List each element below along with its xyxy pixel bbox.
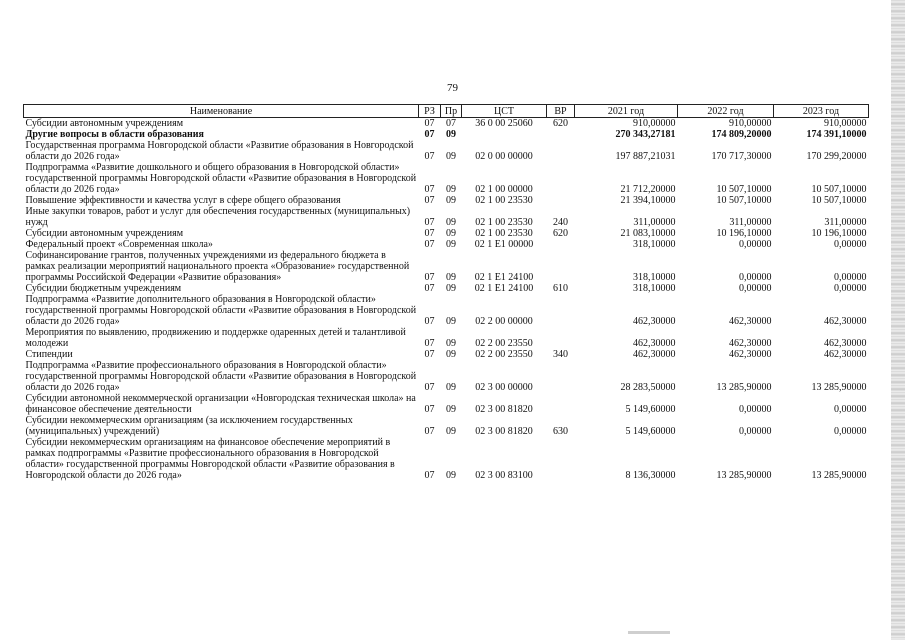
cell-2021: 270 343,27181 [615,129,676,140]
scan-edge [891,0,905,640]
table-row [24,415,869,437]
cell-pr: 09 [446,129,456,140]
cell-name: Повышение эффективности и качества услуг в сфере общего образования [25,195,341,206]
column-header-vr: ВР [547,105,575,118]
cell-2021: 318,10000 [633,239,676,250]
cell-vr: 620 [553,228,568,239]
cell-pr: 09 [446,239,456,250]
cell-vr: 620 [553,118,568,129]
column-header-2022: 2022 год [678,105,774,118]
cell-cst: 02 3 00 81820 [475,404,533,415]
cell-rz: 07 [424,184,435,195]
cell-vr [547,360,575,393]
cell-cst: 02 1 E1 24100 [474,272,534,283]
cell-name: Софинансирование грантов, полученных учреждениями из федерального бюджета в рамках реализации мероприятий национального проекта «Образование» государственной программы Российской Федерации «Развитие образования» [25,250,410,283]
cell-2021: 5 149,60000 [625,404,676,415]
cell-2021: 21 083,10000 [620,228,676,239]
cell-rz: 07 [424,217,435,228]
cell-2023: 174 391,10000 [806,129,867,140]
table-row [24,437,869,481]
cell-rz: 07 [424,151,435,162]
cell-2022: 10 507,10000 [716,195,772,206]
cell-name: Субсидии автономным учреждениям [25,228,184,239]
cell-name: Иные закупки товаров, работ и услуг для обеспечения государственных (муниципальных) нужд [25,206,411,228]
cell-rz: 07 [424,228,435,239]
cell-cst: 02 1 00 23530 [475,228,533,239]
cell-2022: 174 809,20000 [711,129,772,140]
cell-rz: 07 [424,426,435,437]
cell-rz: 07 [424,283,435,294]
cell-vr [547,250,575,283]
table-row [24,349,869,360]
cell-pr: 07 [446,118,456,129]
cell-pr: 09 [446,426,456,437]
cell-2021: 318,10000 [633,272,676,283]
cell-cst: 02 2 00 00000 [475,316,533,327]
cell-vr [547,162,575,195]
cell-vr [547,195,575,206]
cell-2023: 0,00000 [834,426,867,437]
cell-vr [547,294,575,327]
cell-2022: 311,00000 [729,217,772,228]
cell-vr [547,239,575,250]
table-body [24,118,869,482]
cell-2022: 10 507,10000 [716,184,772,195]
cell-vr: 630 [553,426,568,437]
cell-2023: 462,30000 [824,316,867,327]
cell-cst: 02 1 E1 24100 [474,283,534,294]
table-row [24,250,869,283]
cell-2023: 311,00000 [824,217,867,228]
cell-name: Государственная программа Новгородской области «Развитие образования в Новгородской области до 2026 года» [25,140,414,162]
cell-pr: 09 [446,382,456,393]
cell-2022: 170 717,30000 [711,151,772,162]
table-row [24,294,869,327]
cell-name: Субсидии автономной некоммерческой организации «Новгородская техническая школа» на финансовое обеспечение деятельности [25,393,416,415]
cell-vr [547,437,575,481]
cell-rz: 07 [424,129,435,140]
cell-vr [547,327,575,349]
cell-cst: 02 2 00 23550 [475,349,533,360]
cell-2023: 0,00000 [834,239,867,250]
cell-rz: 07 [424,316,435,327]
cell-name: Подпрограмма «Развитие профессионального образования в Новгородской области» государственной программы Новгородской области «Развитие образования в Новгородской области до 2026 года» [25,360,417,393]
cell-rz: 07 [424,239,435,250]
cell-2021: 8 136,30000 [625,470,676,481]
cell-2022: 0,00000 [739,283,772,294]
cell-2023: 10 507,10000 [811,195,867,206]
cell-2023: 13 285,90000 [811,470,867,481]
table-row [24,393,869,415]
cell-2021: 462,30000 [633,338,676,349]
cell-name: Мероприятия по выявлению, продвижению и поддержке одаренных детей и талантливой молодежи [25,327,406,349]
cell-2023: 462,30000 [824,338,867,349]
cell-2022: 462,30000 [729,349,772,360]
cell-2022: 0,00000 [739,404,772,415]
cell-cst: 02 2 00 23550 [475,338,533,349]
cell-pr: 09 [446,404,456,415]
cell-pr: 09 [446,316,456,327]
cell-rz: 07 [424,382,435,393]
cell-2021: 462,30000 [633,316,676,327]
cell-name: Федеральный проект «Современная школа» [25,239,213,250]
cell-name: Субсидии некоммерческим организациям на финансовое обеспечение мероприятий в рамках подпрограммы «Развитие профессионального образования в Новгородской области» государственной программы Новгородской области «Развитие образования в Новгородской области до 2026 года» [25,437,395,481]
cell-cst: 02 3 00 83100 [475,470,533,481]
cell-2022: 13 285,90000 [716,470,772,481]
column-header-rz: РЗ [419,105,441,118]
cell-name: Другие вопросы в области образования [25,129,204,140]
cell-2023: 170 299,20000 [806,151,867,162]
cell-2022: 0,00000 [739,272,772,283]
cell-rz: 07 [424,272,435,283]
cell-rz: 07 [424,349,435,360]
column-header-cst: ЦСТ [462,105,547,118]
column-header-2023: 2023 год [774,105,869,118]
table-row [24,206,869,228]
cell-cst: 02 0 00 00000 [475,151,533,162]
cell-2023: 910,00000 [824,118,867,129]
cell-2023: 462,30000 [824,349,867,360]
cell-vr: 240 [553,217,568,228]
budget-table [23,104,869,481]
cell-cst: 02 1 00 23530 [475,217,533,228]
cell-2022: 462,30000 [729,338,772,349]
table-row [24,283,869,294]
cell-2023: 0,00000 [834,404,867,415]
cell-pr: 09 [446,228,456,239]
table-row [24,239,869,250]
cell-pr: 09 [446,272,456,283]
cell-2021: 21 394,10000 [620,195,676,206]
column-header-name: Наименование [24,105,419,118]
cell-2021: 28 283,50000 [620,382,676,393]
cell-pr: 09 [446,184,456,195]
cell-2022: 462,30000 [729,316,772,327]
cell-2021: 462,30000 [633,349,676,360]
cell-cst: 02 1 00 00000 [475,184,533,195]
cell-pr: 09 [446,217,456,228]
scan-mark [628,631,670,634]
cell-2022: 0,00000 [739,426,772,437]
cell-name: Стипендии [25,349,73,360]
cell-2022: 0,00000 [739,239,772,250]
cell-2022: 13 285,90000 [716,382,772,393]
cell-pr: 09 [446,151,456,162]
table-row [24,360,869,393]
cell-2022: 10 196,10000 [716,228,772,239]
table-row [24,228,869,239]
cell-rz: 07 [424,338,435,349]
cell-vr [547,140,575,162]
cell-rz: 07 [424,195,435,206]
cell-2021: 197 887,21031 [615,151,676,162]
cell-2023: 0,00000 [834,283,867,294]
table-row [24,162,869,195]
cell-2021: 318,10000 [633,283,676,294]
cell-name: Субсидии некоммерческим организациям (за исключением государственных (муниципальных) учреждений) [25,415,353,437]
cell-pr: 09 [446,349,456,360]
cell-cst: 02 3 00 00000 [475,382,533,393]
cell-name: Субсидии автономным учреждениям [25,118,184,129]
cell-2021: 311,00000 [633,217,676,228]
cell-2023: 10 196,10000 [811,228,867,239]
cell-pr: 09 [446,283,456,294]
cell-2022: 910,00000 [729,118,772,129]
cell-cst: 02 3 00 81820 [475,426,533,437]
cell-rz: 07 [424,470,435,481]
cell-name: Субсидии бюджетным учреждениям [25,283,182,294]
table-row [24,118,869,130]
cell-vr [547,393,575,415]
cell-pr: 09 [446,470,456,481]
table-header-row [24,105,869,118]
cell-vr: 340 [553,349,568,360]
cell-2023: 10 507,10000 [811,184,867,195]
cell-pr: 09 [446,338,456,349]
cell-vr: 610 [553,283,568,294]
cell-2021: 21 712,20000 [620,184,676,195]
cell-vr [547,129,575,140]
table-row [24,195,869,206]
cell-2021: 5 149,60000 [625,426,676,437]
cell-pr: 09 [446,195,456,206]
cell-cst: 36 0 00 25060 [475,118,533,129]
cell-rz: 07 [424,404,435,415]
table-row [24,140,869,162]
table-row [24,327,869,349]
cell-cst [462,129,547,140]
cell-2023: 13 285,90000 [811,382,867,393]
column-header-pr: Пр [441,105,462,118]
cell-cst: 02 1 E1 00000 [474,239,534,250]
page-number: 79 [447,82,458,94]
cell-rz: 07 [424,118,435,129]
cell-2021: 910,00000 [633,118,676,129]
table-row [24,129,869,140]
cell-name: Подпрограмма «Развитие дополнительного образования в Новгородской области» государственной программы Новгородской области «Развитие образования в Новгородской области до 2026 года» [25,294,417,327]
column-header-2021: 2021 год [575,105,678,118]
cell-2023: 0,00000 [834,272,867,283]
cell-cst: 02 1 00 23530 [475,195,533,206]
cell-name: Подпрограмма «Развитие дошкольного и общего образования в Новгородской области» государственной программы Новгородской области «Развитие образования в Новгородской области до 2026 года» [25,162,417,195]
